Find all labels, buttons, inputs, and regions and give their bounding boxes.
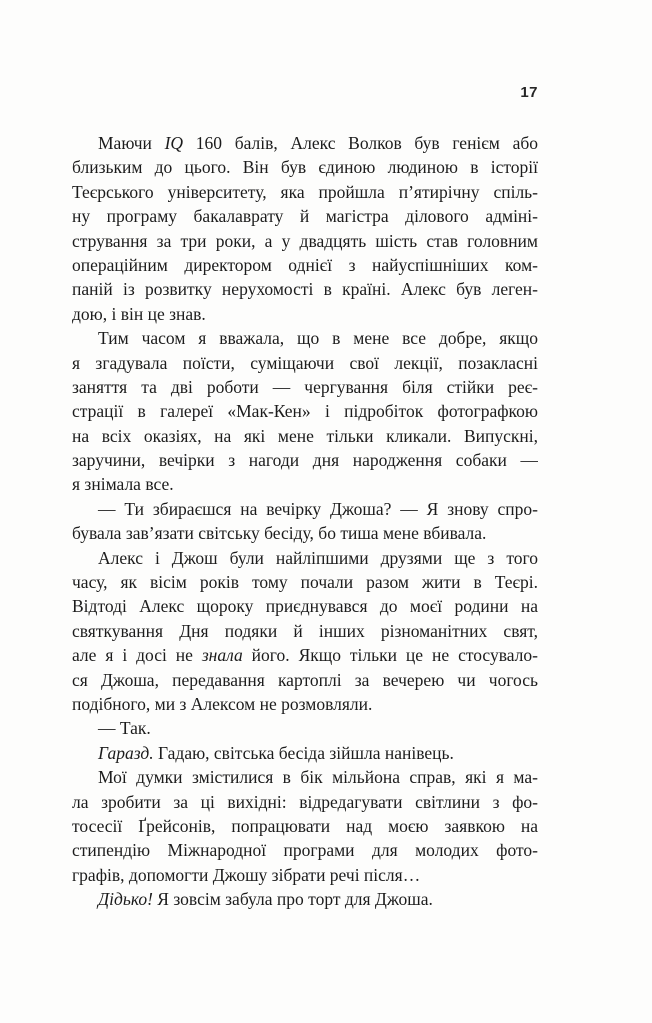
text-line: я знімала все. bbox=[72, 474, 174, 495]
text-line: операційним директором однієї з найуспішніших ком- bbox=[72, 254, 538, 275]
text-line: близьким до цього. Він був єдиною людиною в історії bbox=[72, 157, 538, 178]
text-line: часу, як вісім років тому почали разом жити в Теєрі. bbox=[72, 572, 538, 593]
text-line: заняття та дві роботи — чергування біля стійки реє- bbox=[72, 376, 538, 397]
text-line: стрування за три роки, а у двадцять шість став головним bbox=[72, 230, 538, 251]
text-line: святкування Дня подяки й інших різноманітних свят, bbox=[72, 620, 538, 641]
text-line: на всіх оказіях, на які мене тільки кликали. Випускні, bbox=[72, 425, 538, 446]
paragraph bbox=[72, 716, 538, 740]
paragraph bbox=[72, 741, 538, 765]
text-line: тосесії Ґрейсонів, попрацювати над моєю заявкою на bbox=[72, 815, 538, 836]
paragraph bbox=[72, 546, 538, 717]
text-line: — Ти збираєшся на вечірку Джоша? — Я знову спро- bbox=[98, 498, 538, 519]
text-line: Тим часом я вважала, що в мене все добре, якщо bbox=[98, 328, 538, 349]
text-line: Відтоді Алекс щороку приєднувався до моєї родини на bbox=[72, 596, 538, 617]
text-line: Гаразд. Гадаю, світська бесіда зійшла нанівець. bbox=[98, 742, 454, 763]
paragraph bbox=[72, 326, 538, 497]
text-line: Мої думки змістилися в бік мільйона справ, які я ма- bbox=[98, 767, 538, 788]
text-line: бувала зав’язати світську бесіду, бо тиша мене вбивала. bbox=[72, 523, 487, 544]
text-line: паній із розвитку нерухомості в країні. Алекс був леген- bbox=[72, 279, 538, 300]
text-line: ну програму бакалаврату й магістра ділового адміні- bbox=[72, 206, 538, 227]
paragraph bbox=[72, 765, 538, 887]
text-line: я згадувала поїсти, суміщаючи свої лекції, позакласні bbox=[72, 352, 538, 373]
text-line: страції в галереї «Мак-Кен» і підробіток фотографкою bbox=[72, 401, 538, 422]
paragraph bbox=[72, 497, 538, 546]
text-line: дою, і він це знав. bbox=[72, 303, 206, 324]
text-line: — Так. bbox=[98, 718, 151, 739]
text-line: Алекс і Джош були найліпшими друзями ще з того bbox=[98, 547, 538, 568]
text-line: ла зробити за ці вихідні: відредагувати світлини з фо- bbox=[72, 791, 538, 812]
text-line: ся Джоша, передавання картоплі за вечерею чи чогось bbox=[72, 669, 538, 690]
text-line: Маючи IQ 160 балів, Алекс Волков був генієм або bbox=[98, 133, 538, 153]
text-line: графів, допомогти Джошу зібрати речі після… bbox=[72, 864, 421, 885]
text-line: але я і досі не знала його. Якщо тільки це не стосувало- bbox=[72, 645, 538, 666]
text-block bbox=[72, 131, 538, 912]
paragraph bbox=[72, 887, 538, 911]
paragraph bbox=[72, 131, 538, 326]
text-line: подібного, ми з Алексом не розмовляли. bbox=[72, 693, 373, 714]
text-line: Теєрського університету, яка пройшла п’ятирічну спіль- bbox=[72, 181, 538, 202]
page-number: 17 bbox=[520, 84, 538, 101]
text-line: Дідько! Я зовсім забула про торт для Джоша. bbox=[98, 889, 433, 910]
text-line: стипендію Міжнародної програми для молодих фото- bbox=[72, 840, 538, 861]
text-line: заручини, вечірки з нагоди дня народження собаки — bbox=[72, 450, 538, 471]
